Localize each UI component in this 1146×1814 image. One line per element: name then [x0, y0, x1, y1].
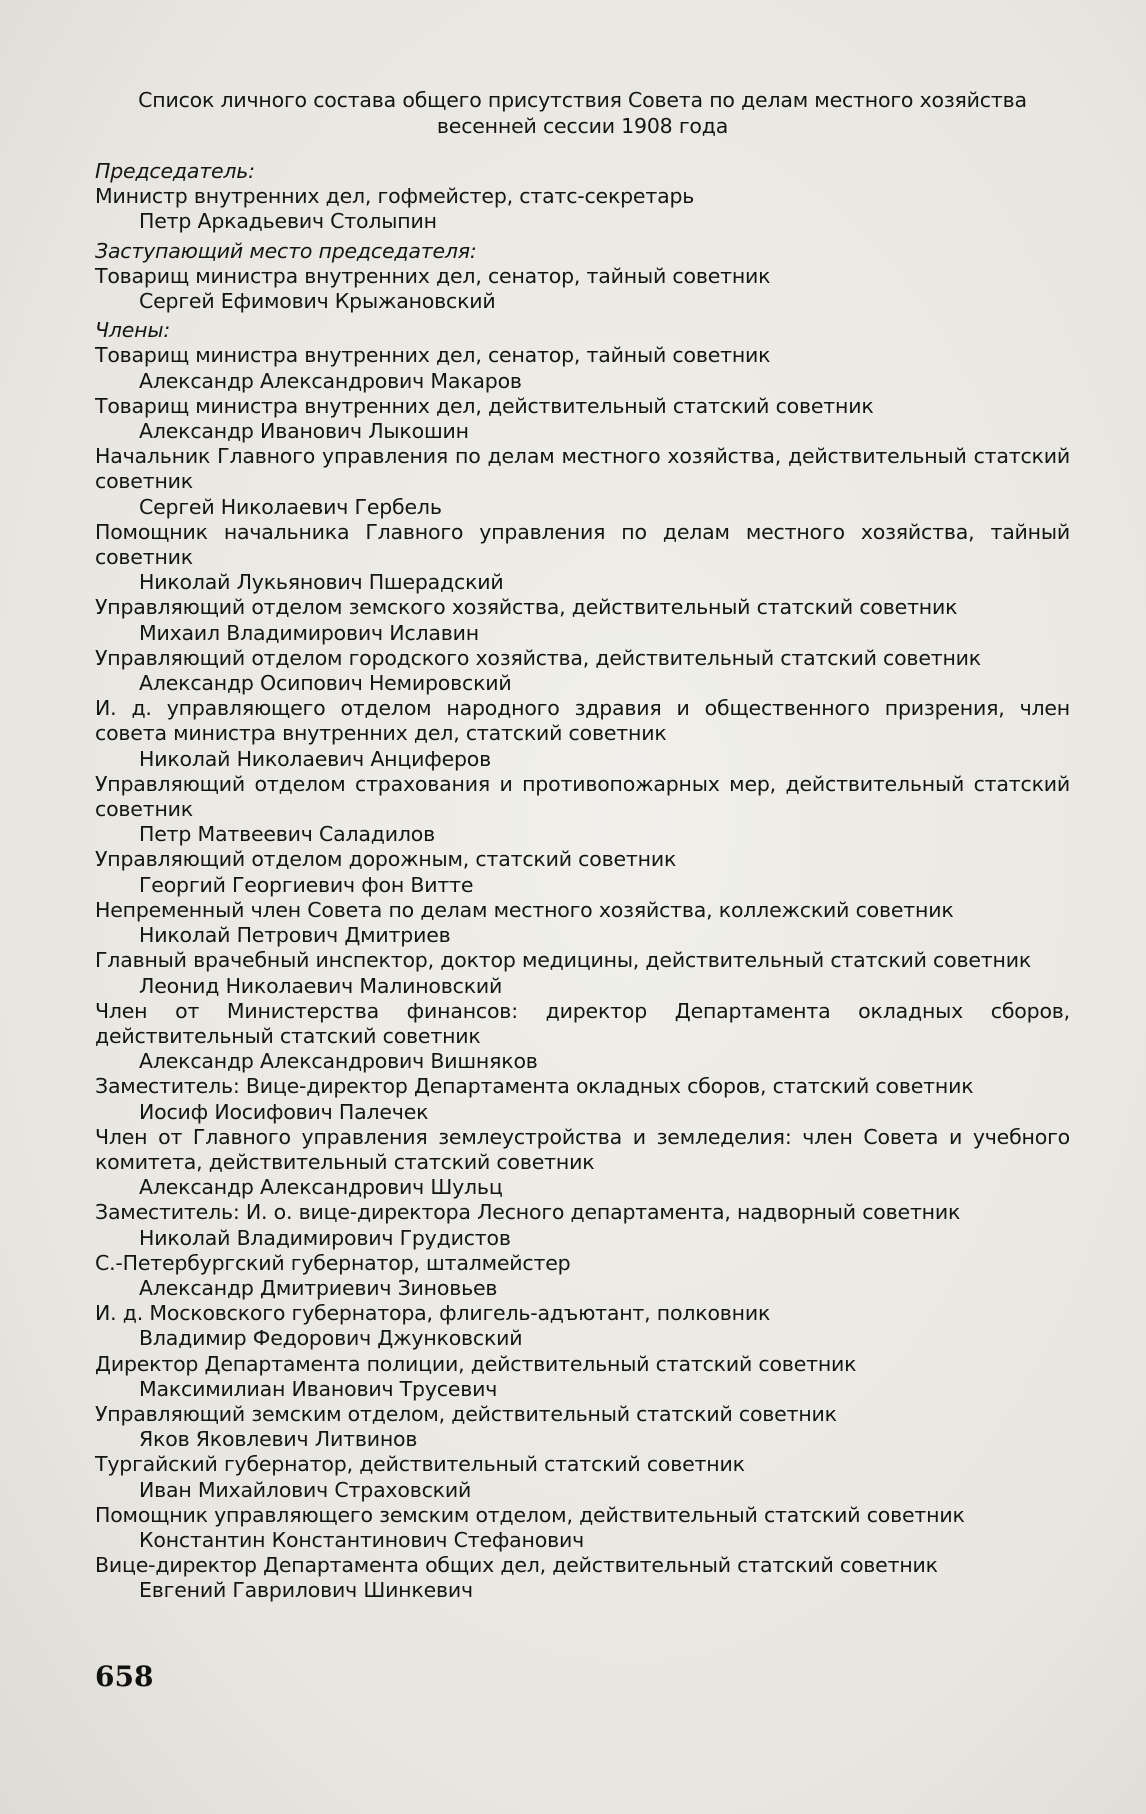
member-position: Начальник Главного управления по делам местного хозяйства, действительный статский советник: [95, 444, 1070, 494]
chair-heading: Председатель:: [95, 159, 255, 183]
member-name: Петр Матвеевич Саладилов: [139, 822, 435, 847]
member-position: Директор Департамента полиции, действительный статский советник: [95, 1351, 857, 1376]
member-entry: [95, 1074, 1070, 1124]
member-position: Вице-директор Департамента общих дел, действительный статский советник: [95, 1553, 938, 1578]
member-name: Сергей Николаевич Гербель: [139, 494, 442, 519]
member-name: Николай Лукьянович Пшерадский: [139, 570, 504, 595]
member-entry: [95, 444, 1070, 520]
members-heading: Члены:: [95, 318, 171, 343]
member-name: Александр Александрович Макаров: [139, 368, 522, 393]
member-entry: [95, 1251, 1070, 1301]
member-entry: [95, 394, 1070, 444]
member-name: Максимилиан Иванович Трусевич: [139, 1376, 498, 1401]
member-position: Управляющий отделом городского хозяйства, действительный статский советник: [95, 645, 981, 670]
member-name: Иван Михайлович Страховский: [139, 1477, 472, 1502]
chair-position: Министр внутренних дел, гофмейстер, статс-секретарь: [95, 184, 695, 209]
member-position: Заместитель: Вице-директор Департамента окладных сборов, статский советник: [95, 1074, 974, 1099]
page-number: 658: [95, 1660, 154, 1693]
member-name: Яков Яковлевич Литвинов: [139, 1427, 418, 1452]
member-position: Управляющий отделом дорожным, статский советник: [95, 847, 677, 872]
member-position: Помощник управляющего земским отделом, действительный статский советник: [95, 1502, 965, 1527]
member-entry: [95, 696, 1070, 772]
chair-name: Петр Аркадьевич Столыпин: [139, 209, 437, 234]
member-position: Член от Главного управления землеустройства и земледелия: член Совета и учебного комитета, действительный статский советник: [95, 1124, 1070, 1174]
document-body: [95, 87, 1070, 1604]
member-name: Иосиф Иосифович Палечек: [139, 1099, 429, 1124]
member-position: Товарищ министра внутренних дел, сенатор, тайный советник: [95, 343, 771, 368]
member-entry: [95, 1553, 1070, 1603]
member-entry: [95, 847, 1070, 897]
deputy-name: Сергей Ефимович Крыжановский: [139, 289, 496, 314]
member-position: Главный врачебный инспектор, доктор медицины, действительный статский советник: [95, 948, 1032, 973]
member-position: Управляющий земским отделом, действительный статский советник: [95, 1401, 837, 1426]
member-position: Непременный член Совета по делам местного хозяйства, коллежский советник: [95, 897, 954, 922]
member-name: Евгений Гаврилович Шинкевич: [139, 1578, 473, 1603]
member-name: Владимир Федорович Джунковский: [139, 1326, 523, 1351]
document-title: Список личного состава общего присутствия Совета по делам местного хозяйства весенней сессии 1908 года: [138, 88, 1027, 138]
member-name: Александр Дмитриевич Зиновьев: [139, 1275, 498, 1300]
member-name: Александр Осипович Немировский: [139, 671, 512, 696]
member-name: Константин Константинович Стефанович: [139, 1527, 585, 1552]
member-name: Александр Александрович Шульц: [139, 1175, 503, 1200]
member-name: Георгий Георгиевич фон Витте: [139, 872, 474, 897]
member-entry: [95, 948, 1070, 998]
members-list: [95, 343, 1070, 1603]
member-name: Михаил Владимирович Иславин: [139, 620, 479, 645]
member-position: И. д. управляющего отделом народного здравия и общественного призрения, член совета министра внутренних дел, статский советник: [95, 696, 1070, 746]
member-name: Александр Александрович Вишняков: [139, 1049, 538, 1074]
member-position: Тургайский губернатор, действительный статский советник: [95, 1452, 745, 1477]
member-position: Член от Министерства финансов: директор Департамента окладных сборов, действительный статский советник: [95, 998, 1070, 1048]
member-entry: [95, 1301, 1070, 1351]
member-position: Товарищ министра внутренних дел, действительный статский советник: [95, 393, 874, 418]
member-name: Николай Петрович Дмитриев: [139, 923, 451, 948]
member-entry: [95, 343, 1070, 393]
member-position: Управляющий отделом земского хозяйства, действительный статский советник: [95, 595, 958, 620]
member-name: Николай Владимирович Грудистов: [139, 1225, 511, 1250]
member-position: Помощник начальника Главного управления по делам местного хозяйства, тайный советник: [95, 519, 1070, 570]
member-position: С.-Петербургский губернатор, шталмейстер: [95, 1250, 571, 1275]
member-entry: [95, 898, 1070, 948]
member-name: Николай Николаевич Анциферов: [139, 746, 492, 771]
member-entry: [95, 1402, 1070, 1452]
member-entry: [95, 1200, 1070, 1250]
member-name: Леонид Николаевич Малиновский: [139, 973, 503, 998]
member-name: Александр Иванович Лыкошин: [139, 419, 469, 444]
member-entry: [95, 999, 1070, 1075]
deputy-heading: Заступающий место председателя:: [95, 238, 477, 263]
member-position: Управляющий отделом страхования и противопожарных мер, действительный статский советник: [95, 771, 1070, 822]
member-entry: [95, 1125, 1070, 1201]
member-entry: [95, 772, 1070, 848]
member-entry: [95, 646, 1070, 696]
member-position: И. д. Московского губернатора, флигель-адъютант, полковник: [95, 1301, 771, 1326]
member-entry: [95, 520, 1070, 596]
member-entry: [95, 1352, 1070, 1402]
member-entry: [95, 595, 1070, 645]
member-entry: [95, 1452, 1070, 1502]
member-position: Заместитель: И. о. вице-директора Лесного департамента, надворный советник: [95, 1200, 961, 1225]
deputy-position: Товарищ министра внутренних дел, сенатор, тайный советник: [95, 263, 771, 288]
member-entry: [95, 1503, 1070, 1553]
